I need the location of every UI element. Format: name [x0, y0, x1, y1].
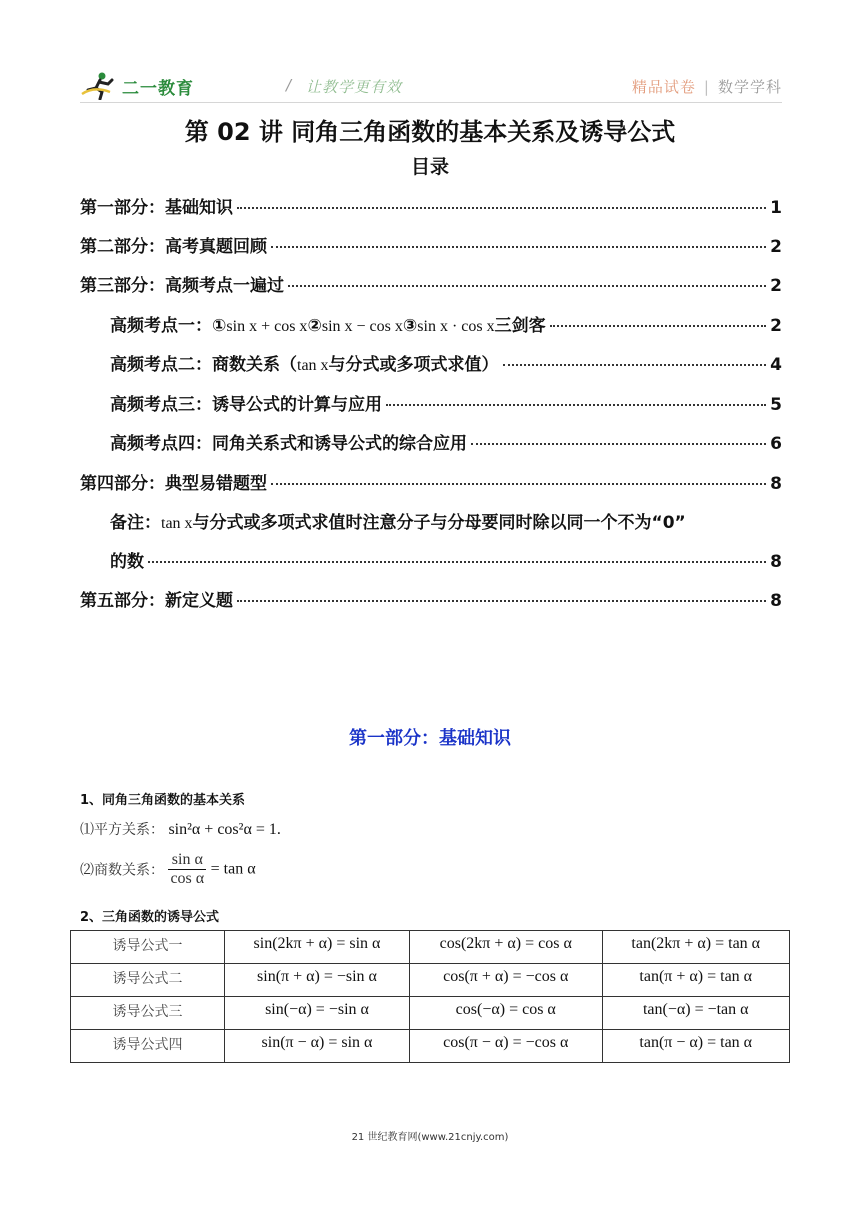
table-cell: 诱导公式二	[71, 964, 225, 997]
table-cell: tan(2kπ + α) = tan α	[602, 931, 790, 964]
toc-leader	[471, 443, 766, 445]
table-row	[71, 997, 790, 1030]
toc-page: 8	[770, 552, 782, 572]
toc-entry[interactable]	[80, 586, 782, 611]
subsection-heading: 2、三角函数的诱导公式	[80, 910, 220, 925]
page-title: 第 02 讲 同角三角函数的基本关系及诱导公式	[184, 118, 676, 146]
toc-entry[interactable]	[80, 271, 782, 296]
toc-label: 高频考点三：诱导公式的计算与应用	[110, 395, 382, 415]
table-cell: 诱导公式三	[71, 997, 225, 1030]
page-footer: 21 世纪教育网(www.21cnjy.com)	[351, 1132, 509, 1143]
toc-page: 2	[770, 316, 782, 336]
table-cell: cos(−α) = cos α	[409, 997, 602, 1030]
toc-leader	[386, 404, 766, 406]
header-badge: 精品试卷	[631, 78, 696, 96]
section-title: 第一部分：基础知识	[349, 728, 511, 749]
math-expression: sin²α + cos²α = 1	[168, 821, 277, 838]
table-cell: cos(2kπ + α) = cos α	[409, 931, 602, 964]
table-cell: cos(π − α) = −cos α	[409, 1030, 602, 1063]
toc-label	[110, 311, 546, 336]
toc-page: 2	[770, 237, 782, 257]
toc-entry[interactable]	[110, 311, 782, 336]
table-cell: tan(−α) = −tan α	[602, 997, 790, 1030]
table-cell: sin(−α) = −sin α	[225, 997, 410, 1030]
table-cell: sin(π + α) = −sin α	[225, 964, 410, 997]
toc-label-part: 备注：	[110, 513, 161, 533]
header-right	[632, 76, 782, 97]
toc-entry[interactable]	[80, 193, 782, 218]
toc-leader	[550, 325, 767, 327]
toc-label-part: 与分式或多项式求值时注意分子与分母要同时除以同一个不为“0”	[192, 513, 686, 533]
toc-label-part: 高频考点二：商数关系（	[110, 355, 297, 375]
fraction	[168, 851, 206, 888]
relation-label: ⑴平方关系：	[80, 822, 164, 838]
period: .	[276, 821, 281, 838]
table-cell: cos(π + α) = −cos α	[409, 964, 602, 997]
toc-leader	[148, 561, 766, 563]
table-cell: 诱导公式四	[71, 1030, 225, 1063]
toc-entry[interactable]	[80, 232, 782, 257]
quotient-relation	[80, 851, 256, 888]
toc-label: 第五部分：新定义题	[80, 591, 233, 611]
math-expression: sin x + cos x	[226, 318, 308, 335]
toc-entry[interactable]	[110, 390, 782, 415]
toc-title: 目录	[410, 156, 449, 178]
toc-label-part: ③	[402, 316, 418, 336]
toc-page: 6	[770, 434, 782, 454]
toc-label: 第一部分：基础知识	[80, 198, 233, 218]
toc-label-part: 与分式或多项式求值）	[328, 355, 499, 375]
table-cell: 诱导公式一	[71, 931, 225, 964]
runner-logo-icon	[80, 72, 124, 100]
table-row	[71, 964, 790, 997]
table-cell: sin(π − α) = sin α	[225, 1030, 410, 1063]
toc-page: 5	[770, 395, 782, 415]
toc-leader	[288, 285, 766, 287]
toc-entry[interactable]	[110, 429, 782, 454]
table-cell: sin(2kπ + α) = sin α	[225, 931, 410, 964]
logo-text: 二一教育	[122, 79, 194, 99]
toc-label: 的数	[110, 552, 144, 572]
fraction-numerator: sin α	[168, 851, 206, 870]
toc-label-part: 高频考点一：①	[110, 316, 227, 336]
table-cell: tan(π − α) = tan α	[602, 1030, 790, 1063]
toc-entry[interactable]	[110, 350, 782, 375]
header-slogan: 让教学更有效	[306, 78, 403, 96]
induction-formula-table	[70, 930, 790, 1063]
relation-label: ⑵商数关系：	[80, 862, 164, 879]
toc-leader	[271, 246, 766, 248]
toc-page: 2	[770, 276, 782, 296]
subsection-heading: 1、同角三角函数的基本关系	[80, 793, 246, 808]
math-expression: tan x	[161, 515, 193, 532]
math-expression: tan x	[297, 357, 329, 374]
toc-page: 8	[770, 474, 782, 494]
header-subject: 数学学科	[717, 78, 782, 96]
page-header	[80, 70, 782, 106]
toc-label-part: ②	[307, 316, 322, 336]
toc-label	[110, 350, 499, 375]
toc-page: 4	[770, 355, 782, 375]
toc-leader	[503, 364, 767, 366]
table-row	[71, 1030, 790, 1063]
toc-leader	[237, 600, 766, 602]
math-expression: = tan α	[210, 860, 256, 878]
toc-label: 第四部分：典型易错题型	[80, 474, 267, 494]
toc-label-part: 三剑客	[494, 316, 546, 336]
toc-page: 1	[770, 198, 782, 218]
toc-label: 第二部分：高考真题回顾	[80, 237, 267, 257]
toc-label: 第三部分：高频考点一遍过	[80, 276, 284, 296]
table-cell: tan(π + α) = tan α	[602, 964, 790, 997]
header-divider: |	[703, 78, 710, 96]
fraction-denominator: cos α	[170, 870, 205, 887]
header-rule	[80, 102, 782, 103]
square-relation	[80, 819, 281, 839]
toc-leader	[271, 483, 766, 485]
math-expression: sin x − cos x	[321, 318, 403, 335]
toc-page: 8	[770, 591, 782, 611]
table-row	[71, 931, 790, 964]
toc-entry[interactable]	[110, 547, 782, 572]
toc-entry[interactable]	[80, 469, 782, 494]
toc-note[interactable]	[110, 508, 686, 533]
header-separator: /	[286, 76, 292, 94]
toc-label: 高频考点四：同角关系式和诱导公式的综合应用	[110, 434, 467, 454]
toc-leader	[237, 207, 766, 209]
math-expression: sin x · cos x	[417, 318, 495, 335]
